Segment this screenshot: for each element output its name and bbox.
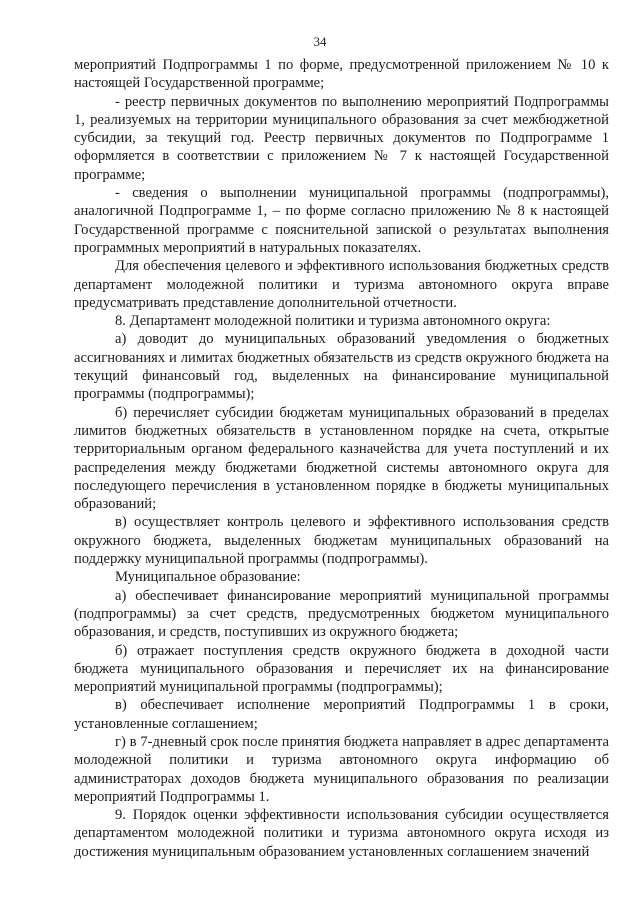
paragraph: в) обеспечивает исполнение мероприятий Подпрограммы 1 в сроки, установленные соглашением;	[74, 697, 609, 732]
paragraph: в) осуществляет контроль целевого и эффективного использования средств окружного бюджета, выделенных бюджетам муниципальных образований на поддержку муниципальной программы (подпрограммы).	[74, 514, 609, 568]
paragraph: б) перечисляет субсидии бюджетам муниципальных образований в пределах лимитов бюджетных обязательств в установленном порядке на счета, открытые территориальным органом федерального казначейства для учета поступлений и их распределения между бюджетами бюджетной системы автономного округа для последующего перечисления в установленном порядке в бюджеты муниципальных образований;	[74, 404, 609, 513]
paragraph: б) отражает поступления средств окружного бюджета в доходной части бюджета муниципального образования и перечисляет их на финансирование мероприятий муниципальной программы (подпрограммы);	[74, 642, 609, 696]
paragraph: 9. Порядок оценки эффективности использования субсидии осуществляется департаментом молодежной политики и туризма автономного округа исходя из достижения муниципальным образованием установленных соглашением значений	[74, 807, 609, 860]
paragraph: 8. Департамент молодежной политики и туризма автономного округа:	[115, 313, 551, 330]
paragraph: - сведения о выполнении муниципальной программы (подпрограммы), аналогичной Подпрограмме 1, – по форме согласно приложению № 8 к настоящей Государственной программе с пояснительной запиской о результатах выполнения программных мероприятий в натуральных показателях.	[74, 185, 609, 256]
paragraph: - реестр первичных документов по выполнению мероприятий Подпрограммы 1, реализуемых на территории муниципального образования за счет межбюджетной субсидии, за текущий год. Реестр первичных документов по Подпрограмме 1 оформляется в соответствии с приложением № 7 к настоящей Государственной программе;	[74, 93, 609, 183]
paragraph: мероприятий Подпрограммы 1 по форме, предусмотренной приложением № 10 к настоящей Государственной программе;	[74, 57, 609, 92]
paragraph: Для обеспечения целевого и эффективного использования бюджетных средств департамент молодежной политики и туризма автономного округа вправе предусматривать представление дополнительной отчетности.	[74, 258, 609, 311]
page-number: 34	[313, 34, 327, 49]
paragraph: Муниципальное образование:	[115, 569, 301, 586]
paragraph: а) доводит до муниципальных образований уведомления о бюджетных ассигнованиях и лимитах бюджетных обязательств из средств окружного бюджета на текущий финансовый год, выделенных на финансирование муниципальной программы (подпрограммы);	[74, 331, 609, 403]
paragraph: г) в 7-дневный срок после принятия бюджета направляет в адрес департамента молодежной политики и туризма автономного округа информацию об администраторах доходов бюджета муниципального образования по реализации мероприятий Подпрограммы 1.	[74, 733, 609, 805]
paragraph: а) обеспечивает финансирование мероприятий муниципальной программы (подпрограммы) за счет средств, предусмотренных бюджетом муниципального образования, и средств, поступивших из окружного бюджета;	[74, 587, 609, 641]
document-body	[74, 56, 609, 861]
